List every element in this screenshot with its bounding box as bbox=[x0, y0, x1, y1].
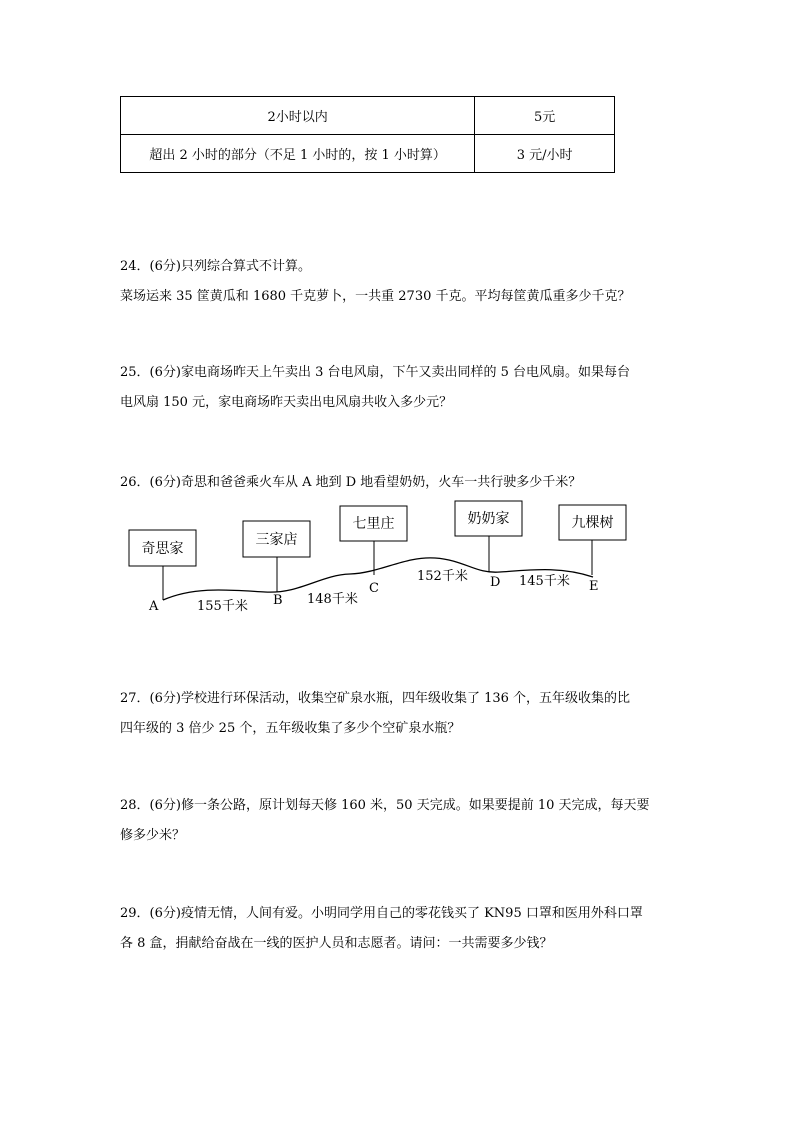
place-box-grandma-home bbox=[455, 501, 522, 536]
question-text: 各 8 盒，捐献给奋战在一线的医护人员和志愿者。请问：一共需要多少钱？ bbox=[120, 936, 553, 951]
place-box-qilizhuang bbox=[340, 506, 407, 541]
question-text: 29．(6分)疫情无情，人间有爱。小明同学用自己的零花钱买了 KN95 口罩和医用外科口罩 bbox=[120, 906, 643, 921]
distance-label: 148千米 bbox=[307, 592, 358, 607]
point-label-b: B bbox=[273, 593, 283, 608]
question-text: 28．(6分)修一条公路，原计划每天修 160 米，50 天完成。如果要提前 10 天完成，每天要 bbox=[120, 798, 650, 813]
place-label: 七里庄 bbox=[352, 516, 395, 532]
distance-label: 145千米 bbox=[519, 574, 570, 589]
question-text: 26．(6分)奇思和爸爸乘火车从 A 地到 D 地看望奶奶，火车一共行驶多少千米？ bbox=[120, 475, 582, 490]
distance-label: 152千米 bbox=[417, 569, 468, 584]
place-label: 奇思家 bbox=[141, 541, 184, 557]
question-text: 24．(6分)只列综合算式不计算。 bbox=[120, 259, 311, 274]
place-box-qisi-home bbox=[129, 530, 196, 566]
question-28 bbox=[120, 791, 680, 851]
question-text: 修多少米？ bbox=[120, 828, 186, 843]
question-text: 27．(6分)学校进行环保活动，收集空矿泉水瓶，四年级收集了 136 个，五年级收集的比 bbox=[120, 691, 631, 706]
fee-condition-cell: 2小时以内 bbox=[121, 97, 475, 135]
question-text: 四年级的 3 倍少 25 个，五年级收集了多少个空矿泉水瓶？ bbox=[120, 721, 461, 736]
point-label-a: A bbox=[149, 599, 159, 614]
fee-condition-cell: 超出 2 小时的部分（不足 1 小时的，按 1 小时算） bbox=[121, 135, 475, 173]
place-box-sanjiadian bbox=[243, 521, 310, 557]
question-text: 电风扇 150 元，家电商场昨天卖出电风扇共收入多少元？ bbox=[120, 395, 453, 410]
place-label: 奶奶家 bbox=[467, 511, 510, 527]
point-label-e: E bbox=[589, 579, 599, 594]
question-text: 菜场运来 35 筐黄瓜和 1680 千克萝卜，一共重 2730 千克。平均每筐黄瓜重多少千克？ bbox=[120, 289, 631, 304]
place-label: 三家店 bbox=[255, 532, 298, 548]
question-text: 25．(6分)家电商场昨天上午卖出 3 台电风扇，下午又卖出同样的 5 台电风扇。如果每台 bbox=[120, 365, 631, 380]
place-label: 九棵树 bbox=[571, 515, 614, 531]
question-27 bbox=[120, 684, 680, 744]
question-29 bbox=[120, 899, 680, 959]
fee-price-cell: 5元 bbox=[475, 97, 615, 135]
distance-label: 155千米 bbox=[197, 599, 248, 614]
place-box-jiukeshu bbox=[559, 505, 626, 540]
point-label-d: D bbox=[490, 575, 501, 590]
fee-price-cell: 3 元/小时 bbox=[475, 135, 615, 173]
point-label-c: C bbox=[369, 581, 379, 596]
